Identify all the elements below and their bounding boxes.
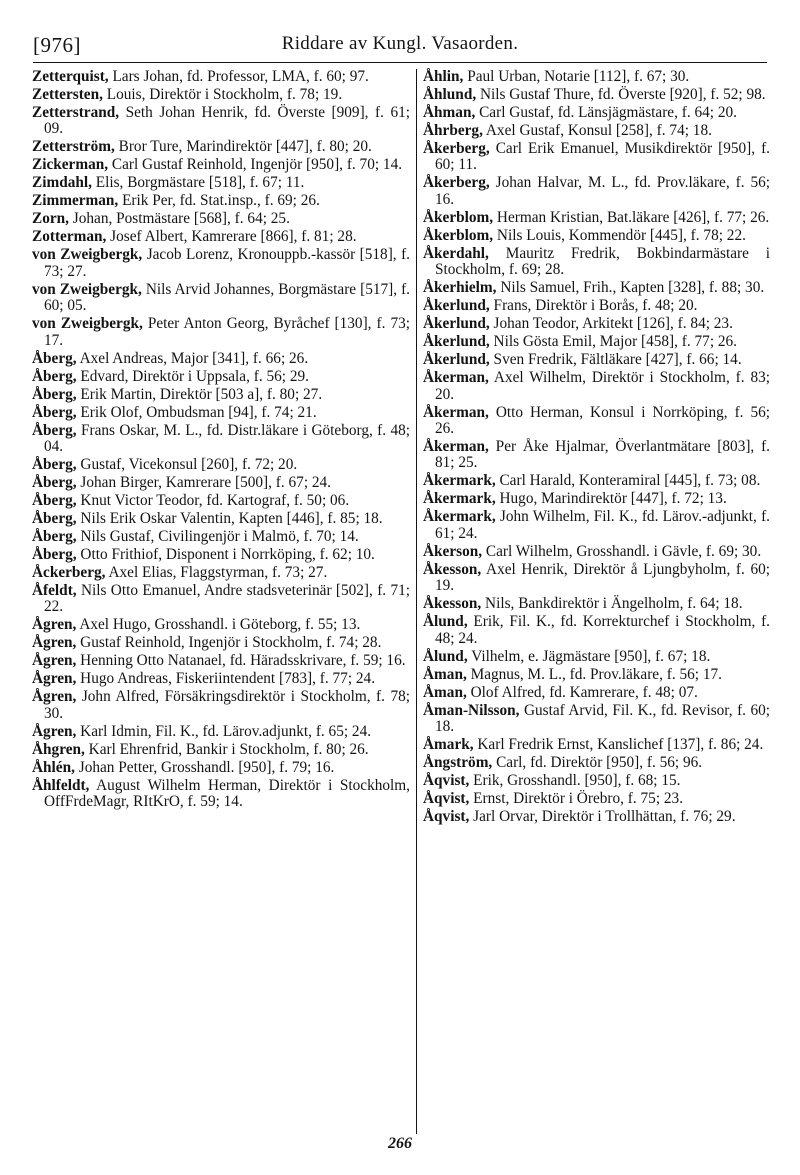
entry-details: Karl Ehrenfrid, Bankir i Stockholm, f. 80; 26.	[84, 740, 369, 758]
register-entry	[423, 123, 770, 139]
entry-details: Johan Halvar, M. L., fd. Prov.läkare, f. 56; 16.	[435, 174, 770, 208]
register-entry	[32, 282, 410, 315]
entry-details: Mauritz Fredrik, Bokbindarmästare i Stockholm, f. 69; 28.	[435, 244, 770, 279]
entry-details: Nils Samuel, Frih., Kapten [328], f. 88; 30.	[496, 279, 765, 297]
register-entry	[32, 369, 410, 385]
entry-surname: Åqvist,	[423, 772, 470, 790]
register-entry	[423, 773, 770, 789]
entry-details: Axel Hugo, Grosshandl. i Göteborg, f. 55; 13.	[76, 616, 361, 634]
register-entry	[32, 193, 410, 209]
entry-details: Henning Otto Natanael, fd. Häradsskrivare, f. 59; 16.	[76, 652, 406, 670]
entry-surname: Åkermark,	[423, 508, 496, 526]
entry-surname: Åberg,	[32, 492, 77, 510]
entry-surname: Åkesson,	[423, 560, 482, 578]
entry-surname: Åhlén,	[32, 758, 75, 776]
entry-surname: Åkerman,	[423, 438, 489, 456]
entry-surname: Zorn,	[32, 210, 69, 228]
register-entry	[32, 316, 410, 349]
entry-surname: Åkerlund,	[423, 315, 490, 333]
register-entry	[423, 491, 770, 507]
entry-surname: Åmark,	[423, 736, 474, 754]
entry-details: Erik Olof, Ombudsman [94], f. 74; 21.	[76, 403, 317, 421]
entry-surname: Ågren,	[32, 722, 77, 740]
entry-surname: Åhlfeldt,	[32, 776, 90, 794]
entry-surname: Åkerlund,	[423, 351, 490, 369]
register-entry	[32, 351, 410, 367]
entry-details: Herman Kristian, Bat.läkare [426], f. 77; 26.	[493, 208, 770, 226]
register-entry	[423, 544, 770, 560]
register-entry	[32, 653, 410, 669]
entry-surname: Ålund,	[423, 647, 468, 665]
entry-surname: Ågren,	[32, 616, 77, 634]
entry-details: Nils, Bankdirektör i Ängelholm, f. 64; 18.	[481, 595, 743, 613]
register-entry	[32, 157, 410, 173]
entry-surname: Åqvist,	[423, 808, 470, 826]
register-entry	[32, 742, 410, 758]
entry-surname: Åberg,	[32, 349, 77, 367]
entry-details: Hugo Andreas, Fiskeriintendent [783], f. 77; 24.	[76, 670, 376, 688]
register-entry	[32, 671, 410, 687]
register-entry	[423, 737, 770, 753]
register-entry	[423, 280, 770, 296]
register-entry	[423, 316, 770, 332]
entry-surname: Åberg,	[32, 546, 77, 564]
entry-details: Carl Wilhelm, Grosshandl. i Gävle, f. 69; 30.	[482, 542, 762, 560]
entry-surname: Åkerlund,	[423, 297, 490, 315]
entry-surname: Åberg,	[32, 403, 77, 421]
entry-surname: Åkerman,	[423, 403, 489, 421]
entry-details: Louis, Direktör i Stockholm, f. 78; 19.	[102, 86, 343, 103]
entry-details: Otto Herman, Konsul i Norrköping, f. 56; 26.	[435, 403, 770, 438]
entry-surname: Åhlund,	[423, 86, 477, 103]
register-entry	[32, 689, 410, 722]
entry-surname: Åberg,	[32, 528, 77, 546]
entry-surname: Åkerson,	[423, 542, 483, 560]
register-entry	[32, 583, 410, 616]
entry-surname: Åhgren,	[32, 740, 85, 758]
register-entry	[32, 457, 410, 473]
entry-details: Karl Fredrik Ernst, Kanslichef [137], f. 86; 24.	[473, 736, 764, 754]
entry-surname: Åckerberg,	[32, 564, 106, 582]
entry-details: Nils Otto Emanuel, Andre stadsveterinär [502], f. 71; 22.	[44, 582, 410, 616]
entry-details: Gustaf Arvid, Fil. K., fd. Revisor, f. 60; 18.	[435, 701, 770, 736]
register-entry	[423, 755, 770, 771]
entry-details: Axel Elias, Flaggstyrman, f. 73; 27.	[105, 564, 328, 582]
register-entry	[423, 509, 770, 542]
entry-details: Karl Idmin, Fil. K., fd. Lärov.adjunkt, f. 65; 24.	[76, 722, 372, 740]
entry-surname: Åman,	[423, 665, 467, 683]
entry-details: Knut Victor Teodor, fd. Kartograf, f. 50; 06.	[76, 492, 350, 510]
entry-surname: Zettersten,	[32, 86, 103, 103]
register-entry	[32, 423, 410, 456]
entry-surname: Åkerblom,	[423, 226, 494, 244]
entry-details: Frans, Direktör i Borås, f. 48; 20.	[489, 297, 698, 315]
register-entry	[423, 370, 770, 403]
register-entry	[32, 87, 410, 103]
register-entry	[32, 387, 410, 403]
register-entry	[423, 405, 770, 438]
entry-surname: Åkerblom,	[423, 208, 494, 226]
register-entry	[423, 175, 770, 208]
entry-details: John Alfred, Försäkringsdirektör i Stockholm, f. 78; 30.	[44, 688, 410, 722]
entry-details: Magnus, M. L., fd. Prov.läkare, f. 56; 17.	[466, 665, 722, 683]
entry-details: Olof Alfred, fd. Kamrerare, f. 48; 07.	[466, 683, 698, 701]
entry-surname: Åkerhielm,	[423, 279, 497, 297]
entry-details: Otto Frithiof, Disponent i Norrköping, f. 62; 10.	[76, 546, 375, 564]
entry-details: Carl Gustaf, fd. Länsjägmästare, f. 64; 20.	[475, 104, 737, 121]
entry-details: Elis, Borgmästare [518], f. 67; 11.	[91, 174, 305, 192]
register-entry	[423, 703, 770, 736]
entry-surname: Åberg,	[32, 385, 77, 403]
register-entry	[423, 87, 770, 103]
entry-surname: Åkerman,	[423, 369, 489, 387]
entry-surname: Zimmerman,	[32, 192, 119, 210]
entry-details: Axel Gustaf, Konsul [258], f. 74; 18.	[482, 122, 712, 139]
entry-surname: Ågren,	[32, 688, 77, 706]
register-entry	[423, 439, 770, 472]
entry-surname: von Zweigbergk,	[32, 280, 142, 298]
register-entry	[32, 760, 410, 776]
left-column	[32, 69, 417, 1134]
entry-details: Josef Albert, Kamrerare [866], f. 81; 28.	[106, 228, 357, 246]
register-entry	[32, 511, 410, 527]
entry-surname: Ågren,	[32, 634, 77, 652]
register-entry	[423, 352, 770, 368]
register-entry	[423, 649, 770, 665]
entry-details: Carl, fd. Direktör [950], f. 56; 96.	[492, 754, 703, 772]
entry-surname: Zetterquist,	[32, 68, 109, 85]
entry-details: John Wilhelm, Fil. K., fd. Lärov.-adjunkt, f. 61; 24.	[435, 508, 770, 542]
entry-surname: Ångström,	[423, 754, 493, 772]
entry-details: Bror Ture, Marindirektör [447], f. 80; 20.	[114, 138, 372, 156]
entry-surname: Åberg,	[32, 367, 77, 385]
register-entry	[32, 565, 410, 581]
entry-details: Paul Urban, Notarie [112], f. 67; 30.	[463, 68, 690, 85]
page-header	[33, 33, 767, 61]
register-entry	[423, 685, 770, 701]
entry-surname: Åman,	[423, 683, 467, 701]
entry-details: Johan Birger, Kamrerare [500], f. 67; 24.	[76, 474, 332, 492]
entry-surname: Zotterman,	[32, 228, 107, 246]
entry-surname: Åkesson,	[423, 595, 482, 613]
register-entry	[32, 69, 410, 85]
entry-details: Carl Gustaf Reinhold, Ingenjör [950], f. 70; 14.	[108, 156, 403, 174]
entry-details: Johan Petter, Grosshandl. [950], f. 79; 16.	[74, 758, 335, 776]
entry-surname: Åberg,	[32, 456, 77, 474]
entry-surname: Ålund,	[423, 613, 468, 631]
register-entry	[32, 211, 410, 227]
entry-details: Nils Arvid Johannes, Borgmästare [517], f. 60; 05.	[44, 280, 410, 315]
entry-details: Vilhelm, e. Jägmästare [950], f. 67; 18.	[467, 647, 711, 665]
entry-surname: Zimdahl,	[32, 174, 92, 192]
entry-surname: Åkermark,	[423, 472, 496, 490]
running-head: Riddare av Kungl. Vasaorden.	[281, 33, 519, 54]
register-entry	[423, 334, 770, 350]
entry-details: Johan, Postmästare [568], f. 64; 25.	[68, 210, 290, 228]
register-entry	[423, 210, 770, 226]
entry-surname: Ågren,	[32, 652, 77, 670]
entry-details: Nils Gustaf Thure, fd. Överste [920], f. 52; 98.	[476, 86, 766, 103]
register-entry	[32, 105, 410, 138]
entry-surname: Åberg,	[32, 510, 77, 528]
register-entry	[423, 298, 770, 314]
register-entry	[423, 228, 770, 244]
register-entry	[423, 809, 770, 825]
register-entry	[32, 139, 410, 155]
register-entry	[423, 473, 770, 489]
entry-surname: Åberg,	[32, 474, 77, 492]
entry-details: Erik Per, fd. Stat.insp., f. 69; 26.	[118, 192, 320, 210]
entry-surname: Åhrberg,	[423, 122, 483, 139]
register-entry	[32, 229, 410, 245]
bracketed-page-number: [976]	[33, 33, 81, 57]
entry-details: Nils Gösta Emil, Major [458], f. 77; 26.	[489, 333, 738, 351]
entry-surname: von Zweigbergk,	[32, 315, 143, 333]
entry-details: Axel Henrik, Direktör å Ljungbyholm, f. 60; 19.	[435, 560, 770, 595]
register-entry	[423, 246, 770, 279]
entry-surname: Åqvist,	[423, 790, 470, 808]
header-rule	[33, 62, 767, 63]
entry-surname: Ågren,	[32, 670, 77, 688]
entry-details: Johan Teodor, Arkitekt [126], f. 84; 23.	[489, 315, 733, 333]
register-entry	[32, 493, 410, 509]
entry-details: Edvard, Direktör i Uppsala, f. 56; 29.	[76, 367, 309, 385]
entry-surname: Åkerlund,	[423, 333, 490, 351]
entry-surname: Åkermark,	[423, 490, 496, 508]
entry-details: Nils Gustaf, Civilingenjör i Malmö, f. 70; 14.	[76, 528, 359, 546]
right-column	[417, 69, 770, 1134]
entry-surname: Åkerdahl,	[423, 244, 489, 262]
entry-details: Per Åke Hjalmar, Överlantmätare [803], f. 81; 25.	[435, 438, 770, 472]
register-entry	[423, 562, 770, 595]
register-entry	[32, 635, 410, 651]
register-entry	[32, 405, 410, 421]
register-entry	[32, 617, 410, 633]
entry-details: Sven Fredrik, Fältläkare [427], f. 66; 14.	[489, 351, 742, 369]
register-entry	[423, 791, 770, 807]
register-entry	[32, 475, 410, 491]
entry-details: Frans Oskar, M. L., fd. Distr.läkare i Göteborg, f. 48; 04.	[44, 421, 410, 456]
register-entry	[423, 105, 770, 121]
entry-details: Nils Erik Oskar Valentin, Kapten [446], f. 85; 18.	[76, 510, 383, 528]
entry-details: Ernst, Direktör i Örebro, f. 75; 23.	[469, 790, 684, 808]
register-entry	[32, 778, 410, 811]
register-entry	[32, 529, 410, 545]
entry-surname: Zickerman,	[32, 156, 109, 174]
entry-surname: Åman-Nilsson,	[423, 701, 520, 719]
entry-surname: Zetterström,	[32, 138, 115, 156]
entry-details: Carl Erik Emanuel, Musikdirektör [950], f. 60; 11.	[435, 140, 770, 174]
entry-surname: Åhman,	[423, 104, 476, 121]
entry-details: Gustaf, Vicekonsul [260], f. 72; 20.	[76, 456, 298, 474]
entry-details: Nils Louis, Kommendör [445], f. 78; 22.	[493, 226, 746, 244]
register-entry	[32, 724, 410, 740]
entry-details: Axel Andreas, Major [341], f. 66; 26.	[76, 349, 309, 367]
entry-details: Jarl Orvar, Direktör i Trollhättan, f. 76; 29.	[469, 808, 736, 826]
entry-surname: Åberg,	[32, 421, 77, 439]
register-entry	[423, 614, 770, 647]
register-entry	[423, 667, 770, 683]
entry-surname: Åkerberg,	[423, 174, 490, 192]
entry-details: Hugo, Marindirektör [447], f. 72; 13.	[495, 490, 727, 508]
register-entry	[32, 547, 410, 563]
register-entry	[423, 141, 770, 174]
entry-details: Carl Harald, Konteramiral [445], f. 73; 08.	[495, 472, 761, 490]
entry-details: Erik, Fil. K., fd. Korrekturchef i Stockholm, f. 48; 24.	[435, 613, 770, 647]
entry-details: Seth Johan Henrik, fd. Överste [909], f. 61; 09.	[44, 104, 410, 138]
register-entry	[423, 596, 770, 612]
register-entry	[32, 175, 410, 191]
register-entry	[32, 247, 410, 280]
entry-details: Axel Wilhelm, Direktör i Stockholm, f. 83; 20.	[435, 369, 770, 403]
entry-surname: Zetterstrand,	[32, 104, 120, 121]
entry-details: Jacob Lorenz, Kronouppb.-kassör [518], f. 73; 27.	[44, 246, 410, 280]
entry-details: Gustaf Reinhold, Ingenjör i Stockholm, f. 74; 28.	[76, 634, 382, 652]
entry-surname: Åhlin,	[423, 68, 464, 85]
entry-surname: Åfeldt,	[32, 582, 77, 600]
entry-details: August Wilhelm Herman, Direktör i Stockholm, OffFrdeMagr, RItKrO, f. 59; 14.	[44, 776, 410, 811]
entry-details: Erik Martin, Direktör [503 a], f. 80; 27.	[76, 385, 323, 403]
entries-columns	[32, 69, 770, 1134]
entry-details: Peter Anton Georg, Byråchef [130], f. 73; 17.	[44, 315, 410, 349]
entry-details: Erik, Grosshandl. [950], f. 68; 15.	[469, 772, 681, 790]
entry-details: Lars Johan, fd. Professor, LMA, f. 60; 97.	[108, 68, 369, 85]
entry-surname: von Zweigbergk,	[32, 246, 143, 264]
register-entry	[423, 69, 770, 85]
entry-surname: Åkerberg,	[423, 140, 490, 157]
page-number: 266	[388, 1135, 412, 1152]
